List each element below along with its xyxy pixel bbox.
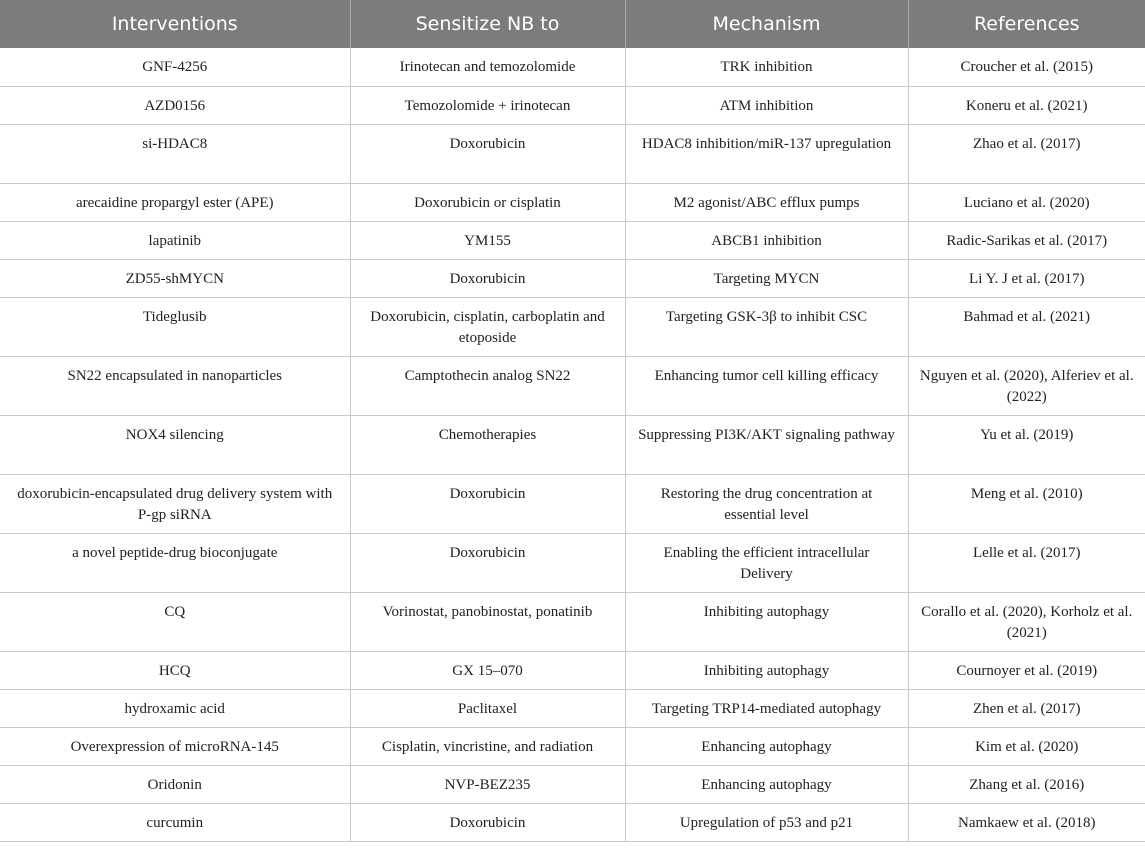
- cell-intervention: Tideglusib: [0, 297, 350, 356]
- cell-intervention: lapatinib: [0, 221, 350, 259]
- cell-mechanism: Upregulation of p53 and p21: [625, 803, 908, 841]
- cell-intervention: Oridonin: [0, 765, 350, 803]
- cell-sensitize-nb-to: Chemotherapies: [350, 415, 625, 474]
- cell-mechanism: Inhibiting autophagy: [625, 651, 908, 689]
- table-row: [0, 474, 1145, 533]
- cell-intervention: a novel peptide-drug bioconjugate: [0, 533, 350, 592]
- cell-sensitize-nb-to: Irinotecan and temozolomide: [350, 48, 625, 86]
- cell-sensitize-nb-to: Doxorubicin: [350, 533, 625, 592]
- cell-reference: Zhen et al. (2017): [908, 689, 1145, 727]
- cell-sensitize-nb-to: Camptothecin analog SN22: [350, 356, 625, 415]
- cell-mechanism: Enabling the efficient intracellular Delivery: [625, 533, 908, 592]
- table-row: [0, 592, 1145, 651]
- cell-intervention: NOX4 silencing: [0, 415, 350, 474]
- cell-mechanism: HDAC8 inhibition/miR-137 upregulation: [625, 124, 908, 183]
- table-row: [0, 533, 1145, 592]
- cell-intervention: hydroxamic acid: [0, 689, 350, 727]
- cell-reference: Kim et al. (2020): [908, 727, 1145, 765]
- table-row: [0, 356, 1145, 415]
- cell-mechanism: TRK inhibition: [625, 48, 908, 86]
- cell-intervention: GNF-4256: [0, 48, 350, 86]
- cell-intervention: AZD0156: [0, 86, 350, 124]
- cell-mechanism: Targeting TRP14-mediated autophagy: [625, 689, 908, 727]
- cell-sensitize-nb-to: GX 15–070: [350, 651, 625, 689]
- table-row: [0, 124, 1145, 183]
- cell-reference: Li Y. J et al. (2017): [908, 259, 1145, 297]
- table-row: [0, 415, 1145, 474]
- table-row: [0, 727, 1145, 765]
- cell-mechanism: Enhancing tumor cell killing efficacy: [625, 356, 908, 415]
- header-interventions: Interventions: [0, 0, 350, 48]
- cell-reference: Corallo et al. (2020), Korholz et al. (2021): [908, 592, 1145, 651]
- cell-reference: Meng et al. (2010): [908, 474, 1145, 533]
- cell-mechanism: Inhibiting autophagy: [625, 592, 908, 651]
- cell-mechanism: Restoring the drug concentration at essential level: [625, 474, 908, 533]
- table-row: [0, 765, 1145, 803]
- cell-reference: Croucher et al. (2015): [908, 48, 1145, 86]
- cell-mechanism: Targeting GSK-3β to inhibit CSC: [625, 297, 908, 356]
- cell-reference: Nguyen et al. (2020), Alferiev et al. (2022): [908, 356, 1145, 415]
- cell-intervention: HCQ: [0, 651, 350, 689]
- cell-reference: Bahmad et al. (2021): [908, 297, 1145, 356]
- table-row: [0, 86, 1145, 124]
- cell-sensitize-nb-to: Vorinostat, panobinostat, ponatinib: [350, 592, 625, 651]
- header-references: References: [908, 0, 1145, 48]
- cell-sensitize-nb-to: Cisplatin, vincristine, and radiation: [350, 727, 625, 765]
- cell-mechanism: M2 agonist/ABC efflux pumps: [625, 183, 908, 221]
- cell-reference: Zhao et al. (2017): [908, 124, 1145, 183]
- table-row: [0, 48, 1145, 86]
- header-sensitize-nb-to: Sensitize NB to: [350, 0, 625, 48]
- table-row: [0, 651, 1145, 689]
- cell-intervention: Overexpression of microRNA-145: [0, 727, 350, 765]
- table-row: [0, 221, 1145, 259]
- cell-reference: Cournoyer et al. (2019): [908, 651, 1145, 689]
- cell-reference: Radic-Sarikas et al. (2017): [908, 221, 1145, 259]
- cell-reference: Koneru et al. (2021): [908, 86, 1145, 124]
- table-row: [0, 803, 1145, 841]
- cell-intervention: si-HDAC8: [0, 124, 350, 183]
- cell-sensitize-nb-to: Doxorubicin: [350, 803, 625, 841]
- table-row: [0, 259, 1145, 297]
- cell-mechanism: Suppressing PI3K/AKT signaling pathway: [625, 415, 908, 474]
- cell-mechanism: ABCB1 inhibition: [625, 221, 908, 259]
- table-header: [0, 0, 1145, 48]
- cell-intervention: CQ: [0, 592, 350, 651]
- table-row: [0, 297, 1145, 356]
- cell-intervention: arecaidine propargyl ester (APE): [0, 183, 350, 221]
- cell-intervention: curcumin: [0, 803, 350, 841]
- table-row: [0, 183, 1145, 221]
- cell-sensitize-nb-to: Temozolomide + irinotecan: [350, 86, 625, 124]
- cell-mechanism: Enhancing autophagy: [625, 727, 908, 765]
- cell-sensitize-nb-to: Doxorubicin: [350, 124, 625, 183]
- cell-reference: Luciano et al. (2020): [908, 183, 1145, 221]
- header-mechanism: Mechanism: [625, 0, 908, 48]
- cell-mechanism: ATM inhibition: [625, 86, 908, 124]
- cell-intervention: ZD55-shMYCN: [0, 259, 350, 297]
- table-body: [0, 48, 1145, 841]
- cell-sensitize-nb-to: Paclitaxel: [350, 689, 625, 727]
- header-row: [0, 0, 1145, 48]
- cell-sensitize-nb-to: YM155: [350, 221, 625, 259]
- table-row: [0, 689, 1145, 727]
- cell-reference: Lelle et al. (2017): [908, 533, 1145, 592]
- cell-reference: Yu et al. (2019): [908, 415, 1145, 474]
- cell-mechanism: Targeting MYCN: [625, 259, 908, 297]
- cell-intervention: doxorubicin-encapsulated drug delivery system with P-gp siRNA: [0, 474, 350, 533]
- cell-sensitize-nb-to: NVP-BEZ235: [350, 765, 625, 803]
- cell-reference: Zhang et al. (2016): [908, 765, 1145, 803]
- cell-sensitize-nb-to: Doxorubicin: [350, 259, 625, 297]
- cell-reference: Namkaew et al. (2018): [908, 803, 1145, 841]
- cell-mechanism: Enhancing autophagy: [625, 765, 908, 803]
- cell-sensitize-nb-to: Doxorubicin or cisplatin: [350, 183, 625, 221]
- cell-sensitize-nb-to: Doxorubicin, cisplatin, carboplatin and etoposide: [350, 297, 625, 356]
- cell-sensitize-nb-to: Doxorubicin: [350, 474, 625, 533]
- cell-intervention: SN22 encapsulated in nanoparticles: [0, 356, 350, 415]
